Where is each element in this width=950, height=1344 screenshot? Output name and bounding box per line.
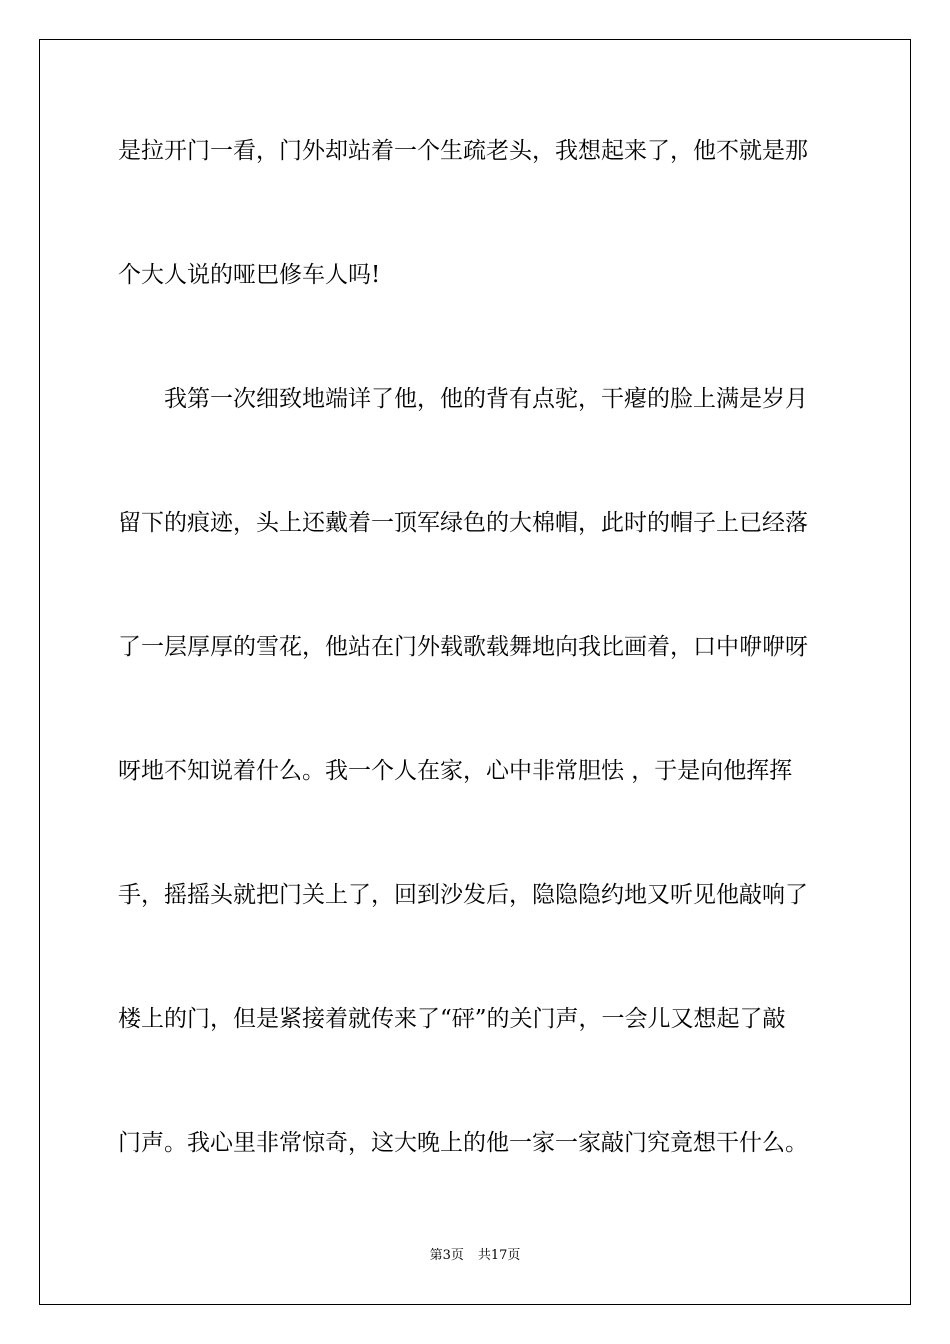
text-line: 留下的痕迹，头上还戴着一顶军绿色的大棉帽，此时的帽子上已经落 [118,510,808,536]
page-number: 第3页 [429,1248,464,1263]
text-line: 是拉开门一看，门外却站着一个生疏老头，我想起来了，他不就是那 [118,138,808,164]
page-total: 共17页 [477,1248,521,1263]
text-line: 呀地不知说着什么。我一个人在家，心中非常胆怯 ，于是向他挥挥 [118,758,793,784]
text-line: 了一层厚厚的雪花，他站在门外载歌载舞地向我比画着，口中咿咿呀 [118,634,808,660]
page-border [39,39,911,1305]
text-line: 我第一次细致地端详了他，他的背有点驼，干瘪的脸上满是岁月 [118,386,808,412]
text-line: 手，摇摇头就把门关上了，回到沙发后，隐隐隐约地又听见他敲响了 [118,882,808,908]
text-line: 楼上的门，但是紧接着就传来了“砰”的关门声，一会儿又想起了敲 [118,1006,786,1032]
text-line: 个大人说的哑巴修车人吗! [118,262,381,288]
text-line: 门声。我心里非常惊奇，这大晚上的他一家一家敲门究竟想干什么。 [118,1130,808,1156]
page-footer [0,1247,950,1265]
